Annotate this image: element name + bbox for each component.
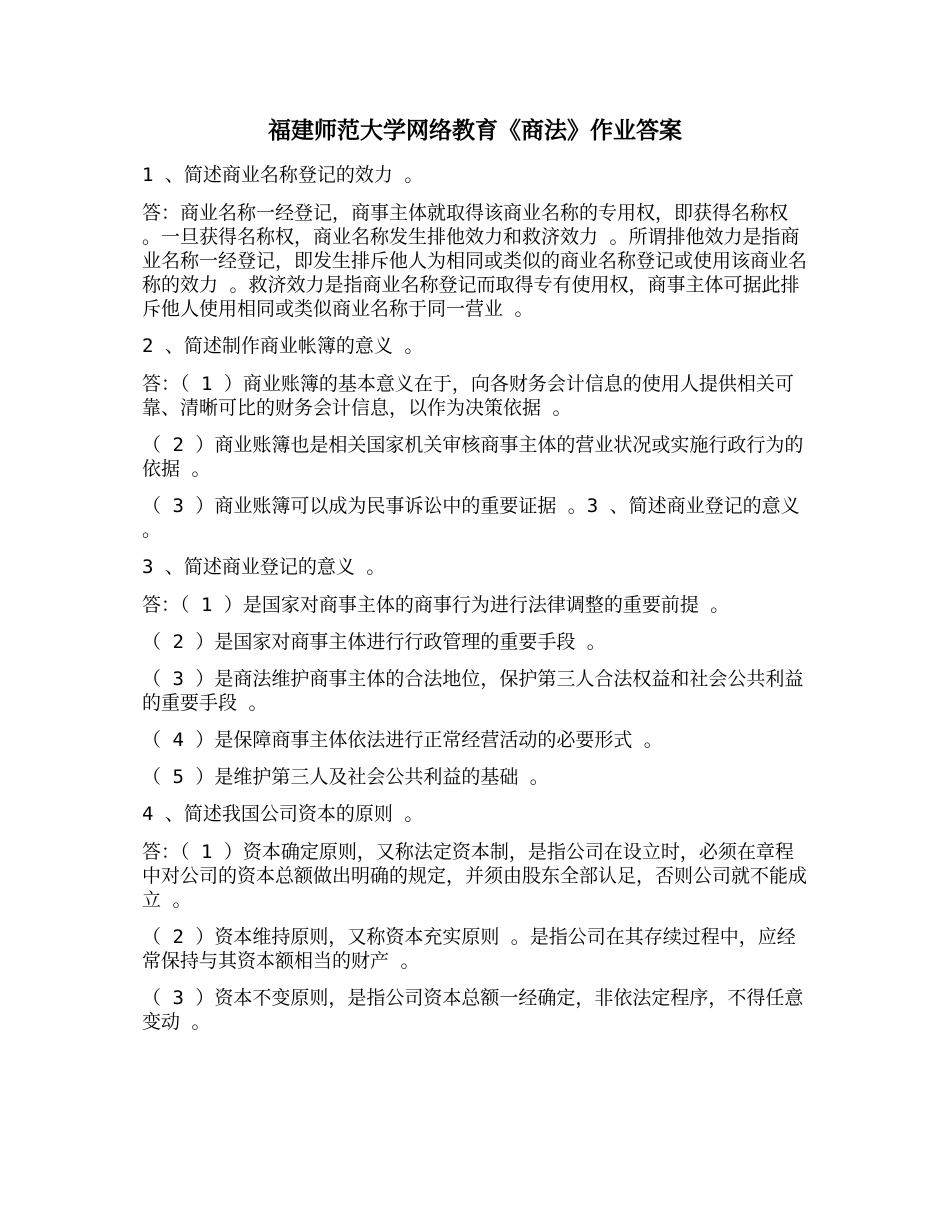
question-1: 1 、简述商业名称登记的效力 。	[142, 164, 424, 186]
document-body	[142, 163, 812, 1047]
document-title: 福建师范大学网络教育《商法》作业答案	[268, 117, 682, 144]
answer-3-item-1: 答：（ 1 ）是国家对商事主体的商事行为进行法律调整的重要前提 。	[142, 594, 730, 616]
answer-2-item-1: 答：（ 1 ）商业账簿的基本意义在于，向各财务会计信息的使用人提供相关可靠、清晰可比的财务会计信息，以作为决策依据 。	[142, 373, 794, 419]
question-2: 2 、简述制作商业帐簿的意义 。	[142, 335, 424, 357]
answer-3-item-3: （ 3 ）是商法维护商事主体的合法地位，保护第三人合法权益和社会公共利益的重要手段 。	[142, 668, 804, 714]
answer-3-item-2: （ 2 ）是国家对商事主体进行行政管理的重要手段 。	[142, 631, 606, 653]
answer-2-item-2: （ 2 ）商业账簿也是相关国家机关审核商事主体的营业状况或实施行政行为的依据 。	[142, 434, 804, 480]
answer-3-item-5: （ 5 ）是维护第三人及社会公共利益的基础 。	[142, 766, 549, 788]
answer-2-item-3: （ 3 ）商业账簿可以成为民事诉讼中的重要证据 。3 、简述商业登记的意义 。	[142, 495, 800, 541]
answer-4-item-2: （ 2 ）资本维持原则，又称资本充实原则 。是指公司在其存续过程中，应经常保持与其资本额相当的财产 。	[142, 926, 796, 972]
answer-4-item-3: （ 3 ）资本不变原则，是指公司资本总额一经确定，非依法定程序，不得任意变动 。	[142, 987, 804, 1033]
question-3: 3 、简述商业登记的意义 。	[142, 556, 386, 578]
question-4: 4 、简述我国公司资本的原则 。	[142, 803, 424, 825]
answer-3-item-4: （ 4 ）是保障商事主体依法进行正常经营活动的必要形式 。	[142, 729, 663, 751]
answer-4-item-1: 答：（ 1 ）资本确定原则，又称法定资本制，是指公司在设立时，必须在章程中对公司的资本总额做出明确的规定，并须由股东全部认足，否则公司就不能成立 。	[142, 841, 808, 911]
answer-1: 答：商业名称一经登记，商事主体就取得该商业名称的专用权，即获得名称权 。一旦获得名称权，商业名称发生排他效力和救济效力 。所谓排他效力是指商业名称一经登记，即发生排斥他人为相同或类似的商业名称登记或使用该商业名称的效力 。救济效力是指商业名称登记而取得专有使用权，商事主体可据此排斥他人使用相同或类似商业名称于同一营业 。	[142, 202, 808, 320]
